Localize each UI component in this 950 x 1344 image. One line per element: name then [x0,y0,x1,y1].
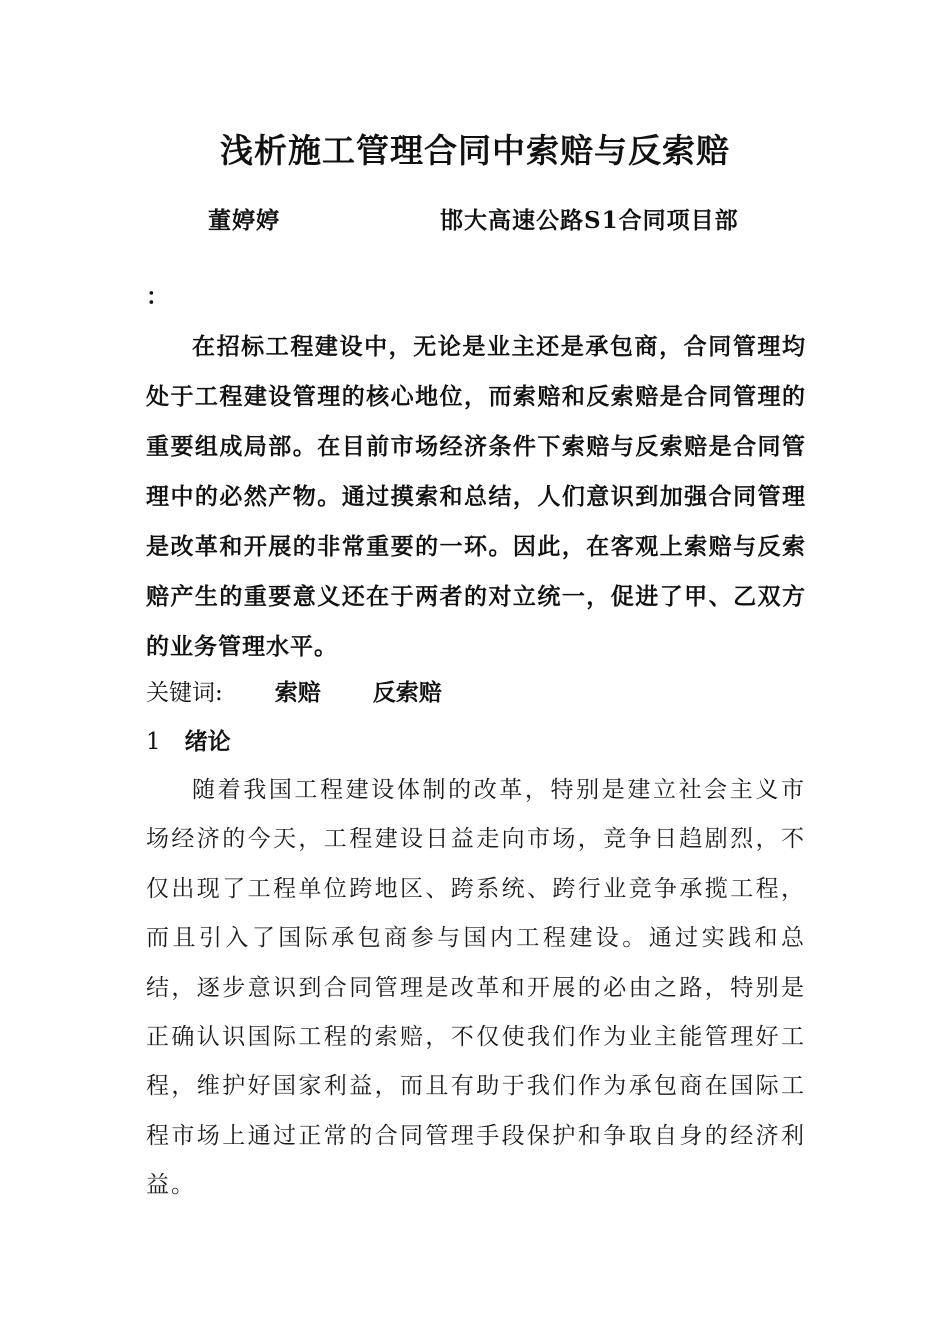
author-line [0,203,950,243]
section-title: 绪论 [184,728,231,755]
section-heading [146,722,231,762]
keyword-item: 索赔 [274,679,321,706]
keywords-label: 关键词: [146,680,223,706]
document-title: 浅析施工管理合同中索赔与反索赔 [220,131,730,170]
author-name: 董婷婷 [208,207,280,234]
section-number: 1 [146,729,161,755]
keywords-line [146,673,442,713]
abstract-marker: ： [146,283,169,310]
author-organization: 邯大高速公路S1合同项目部 [440,207,739,234]
abstract-paragraph: 在招标工程建设中，无论是业主还是承包商，合同管理均处于工程建设管理的核心地位，而索赔和反索赔是合同管理的重要组成局部。在目前市场经济条件下索赔与反索赔是合同管理中的必然产物。通过摸索和总结，人们意识到加强合同管理是改革和开展的非常重要的一环。因此，在客观上索赔与反索赔产生的重要意义还在于两者的对立统一，促进了甲、乙双方的业务管理水平。 [146,333,806,660]
body-paragraph: 随着我国工程建设体制的改革，特别是建立社会主义市场经济的今天，工程建设日益走向市场，竞争日趋剧烈，不仅出现了工程单位跨地区、跨系统、跨行业竞争承揽工程，而且引入了国际承包商参与国内工程建设。通过实践和总结，逐步意识到合同管理是改革和开展的必由之路，特别是正确认识国际工程的索赔，不仅使我们作为业主能管理好工程，维护好国家利益，而且有助于我们作为承包商在国际工程市场上通过正常的合同管理手段保护和争取自身的经济利益。 [146,777,806,1199]
keyword-item: 反索赔 [372,679,442,706]
